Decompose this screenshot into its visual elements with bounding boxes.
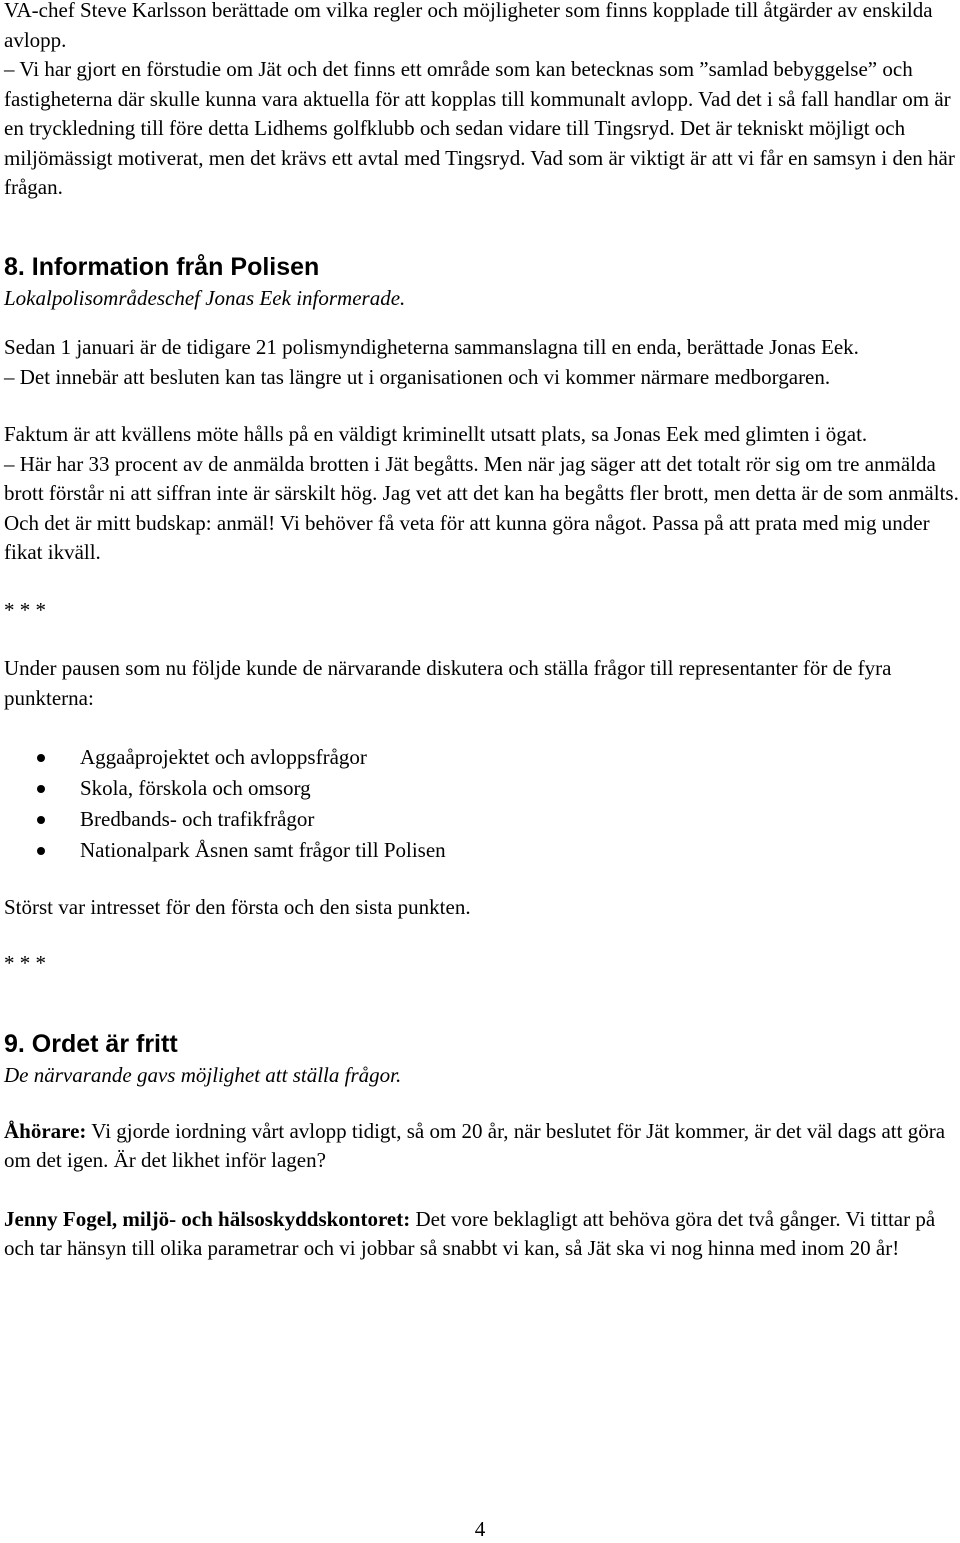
va-chef-quote: – Vi har gjort en förstudie om Jät och det finns ett område som kan betecknas som ”samlad bebyggelse” och fastigheterna där skulle kunna vara aktuella för att kopplas till kommunalt avlopp. Vad det i så fall handlar om är en tryckledning till före detta Lidhems golfklubb och sedan vidare till Tingsryd. Det är tekniskt möjligt och miljömässigt motiverat, men det krävs ett avtal med Tingsryd. Vad som är viktigt är att vi får en samsyn i den här frågan. bbox=[4, 57, 955, 199]
list-item bbox=[4, 742, 960, 773]
answer-text: Det vore beklagligt att behöva göra det två gånger. Vi tittar på och tar hänsyn till olika parametrar och vi jobbar så snabbt vi kan, så Jät ska vi nog hinna med inom 20 år! bbox=[4, 1206, 936, 1260]
police-crime-quote: – Här har 33 procent av de anmälda brotten i Jät begåtts. Men när jag säger att det totalt rör sig om tre anmälda brott förstår ni att siffran inte är särskilt hög. Jag vet att det kan ha begåtts fler brott, men detta är de som anmälts. Och det är mitt budskap: anmäl! Vi behöver få veta för att kunna göra något. Passa på att prata med mig under fikat ikväll. bbox=[4, 451, 959, 564]
police-paragraph-2 bbox=[4, 420, 960, 568]
pause-conclusion: Störst var intresset för den första och den sista punkten. bbox=[4, 895, 471, 919]
audience-question bbox=[4, 1117, 960, 1176]
bullet-icon bbox=[37, 754, 45, 762]
list-item bbox=[4, 804, 960, 835]
section-8-heading: 8. Information från Polisen bbox=[4, 252, 320, 281]
list-item-text: Aggaåprojektet och avloppsfrågor bbox=[80, 745, 367, 769]
police-crime-text: Faktum är att kvällens möte hålls på en väldigt kriminellt utsatt plats, sa Jonas Eek med glimten i ögat. bbox=[4, 422, 868, 446]
document-page bbox=[4, 0, 960, 1264]
answer-speaker: Jenny Fogel, miljö- och hälsoskyddskontoret: bbox=[4, 1206, 411, 1231]
section-9-subheading: De närvarande gavs möjlighet att ställa frågor. bbox=[4, 1063, 402, 1087]
section-8-subheading: Lokalpolisområdeschef Jonas Eek informerade. bbox=[4, 285, 406, 310]
police-merger-text: Sedan 1 januari är de tidigare 21 polismyndigheterna sammanslagna till en enda, berättade Jonas Eek. bbox=[4, 335, 859, 359]
pause-intro: Under pausen som nu följde kunde de närvarande diskutera och ställa frågor till representanter för de fyra punkterna: bbox=[4, 656, 892, 710]
page-number: 4 bbox=[474, 1517, 486, 1541]
list-item-text: Bredbands- och trafikfrågor bbox=[80, 807, 315, 831]
question-speaker: Åhörare: bbox=[4, 1118, 87, 1143]
bullet-icon bbox=[37, 816, 45, 824]
bullet-icon bbox=[37, 847, 45, 855]
official-answer bbox=[4, 1205, 960, 1264]
list-item-text: Skola, förskola och omsorg bbox=[80, 776, 311, 800]
police-paragraph-1 bbox=[4, 333, 960, 392]
va-chef-intro: VA-chef Steve Karlsson berättade om vilka regler och möjligheter som finns kopplade till åtgärder av enskilda avlopp. bbox=[4, 0, 933, 52]
section-9-heading: 9. Ordet är fritt bbox=[4, 1030, 178, 1058]
list-item-text: Nationalpark Åsnen samt frågor till Polisen bbox=[80, 838, 446, 862]
va-chef-paragraph bbox=[4, 0, 960, 203]
list-item bbox=[4, 773, 960, 804]
topics-list bbox=[4, 742, 960, 866]
separator-1: * * * bbox=[4, 597, 46, 622]
separator-2: * * * bbox=[4, 950, 46, 975]
question-text: Vi gjorde iordning vårt avlopp tidigt, så om 20 år, när beslutet för Jät kommer, är det väl dags att göra om det igen. Är det likhet inför lagen? bbox=[4, 1118, 946, 1172]
bullet-icon bbox=[37, 785, 45, 793]
list-item bbox=[4, 835, 960, 866]
police-organisation-quote: – Det innebär att besluten kan tas längre ut i organisationen och vi kommer närmare medborgaren. bbox=[4, 364, 831, 389]
